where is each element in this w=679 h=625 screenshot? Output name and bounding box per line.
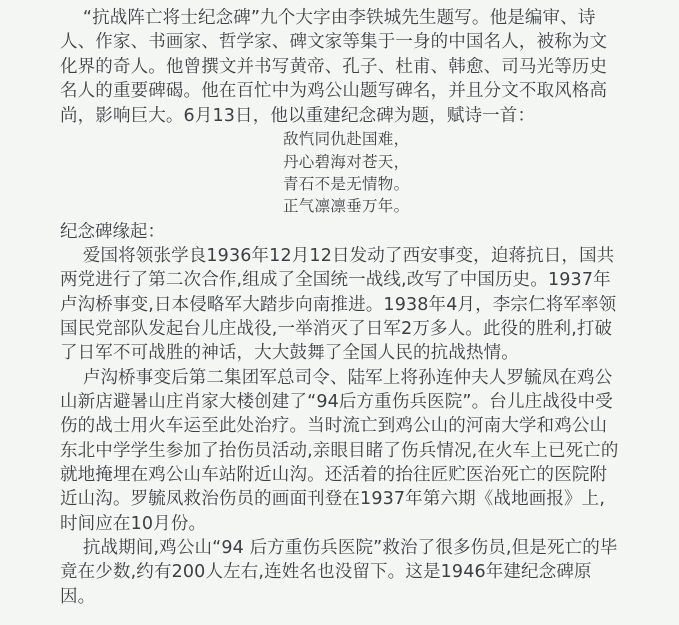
intro-line: 名人的重要碑碣。他在百忙中为鸡公山题写碑名，并且分文不取风格高	[60, 81, 608, 101]
body-line: 近山沟。罗毓凤救治伤员的画面刊登在1937年第六期《战地画报》上,	[60, 489, 606, 509]
poem-line: 丹心碧海对苍天，	[283, 153, 410, 171]
poem-line: 敌忾同仇赴国难，	[283, 130, 410, 148]
intro-line: 人、作家、书画家、哲学家、碑文家等集于一身的中国名人，被称为文	[60, 32, 608, 52]
body-line: 伤的战士用火车运至此处治疗。当时流亡到鸡公山的河南大学和鸡公山	[60, 416, 608, 436]
section-heading: 纪念碑缘起：	[60, 222, 165, 242]
body-line: 了日军不可战胜的神话，大大鼓舞了全国人民的抗战热情。	[60, 343, 519, 363]
poem-line: 正气凛凛垂万年。	[283, 197, 410, 215]
body-line: 两党进行了第二次合作,组成了全国统一战线,改写了中国历史。1937年	[60, 270, 611, 290]
intro-line: 尚，影响巨大。6月13日，他以重建纪念碑为题，赋诗一首：	[60, 106, 536, 126]
body-line: 卢沟桥事变,日本侵略军大踏步向南推进。1938年4月，李宗仁将军率领	[60, 295, 617, 315]
body-line: 东北中学学生参加了抬伤员活动,亲眼目睹了伤兵情况,在火车上已死亡的	[60, 441, 619, 461]
body-line: 国民党部队发起台儿庄战役,一举消灭了日军2万多人。此役的胜利,打破	[60, 319, 613, 339]
body-line: 因。	[60, 587, 96, 607]
body-line: 抗战期间,鸡公山“94 后方重伤兵医院”救治了很多伤员,但是死亡的毕	[60, 538, 618, 558]
intro-line: “抗战阵亡将士纪念碑”九个大字由李铁城先生题写。他是编审、诗	[60, 8, 596, 28]
poem-line: 青石不是无情物。	[283, 175, 410, 193]
body-line: 就地掩埋在鸡公山车站附近山沟。还活着的抬往匠贮医治死亡的医院附	[60, 465, 608, 485]
body-line: 爱国将领张学良1936年12月12日发动了西安事变，迫蒋抗日，国共	[60, 246, 615, 266]
body-line: 时间应在10月份。	[60, 514, 207, 534]
intro-line: 化界的奇人。他曾撰文并书写黄帝、孔子、杜甫、韩愈、司马光等历史	[60, 57, 608, 77]
body-line: 竟在少数,约有200人左右,连姓名也没留下。这是1946年建纪念碑原	[60, 562, 592, 582]
body-line: 山新店避暑山庄肖家大楼创建了“94后方重伤兵医院”。台儿庄战役中受	[60, 392, 613, 412]
body-line: 卢沟桥事变后第二集团军总司令、陆军上将孙连仲夫人罗毓凤在鸡公	[60, 368, 613, 388]
